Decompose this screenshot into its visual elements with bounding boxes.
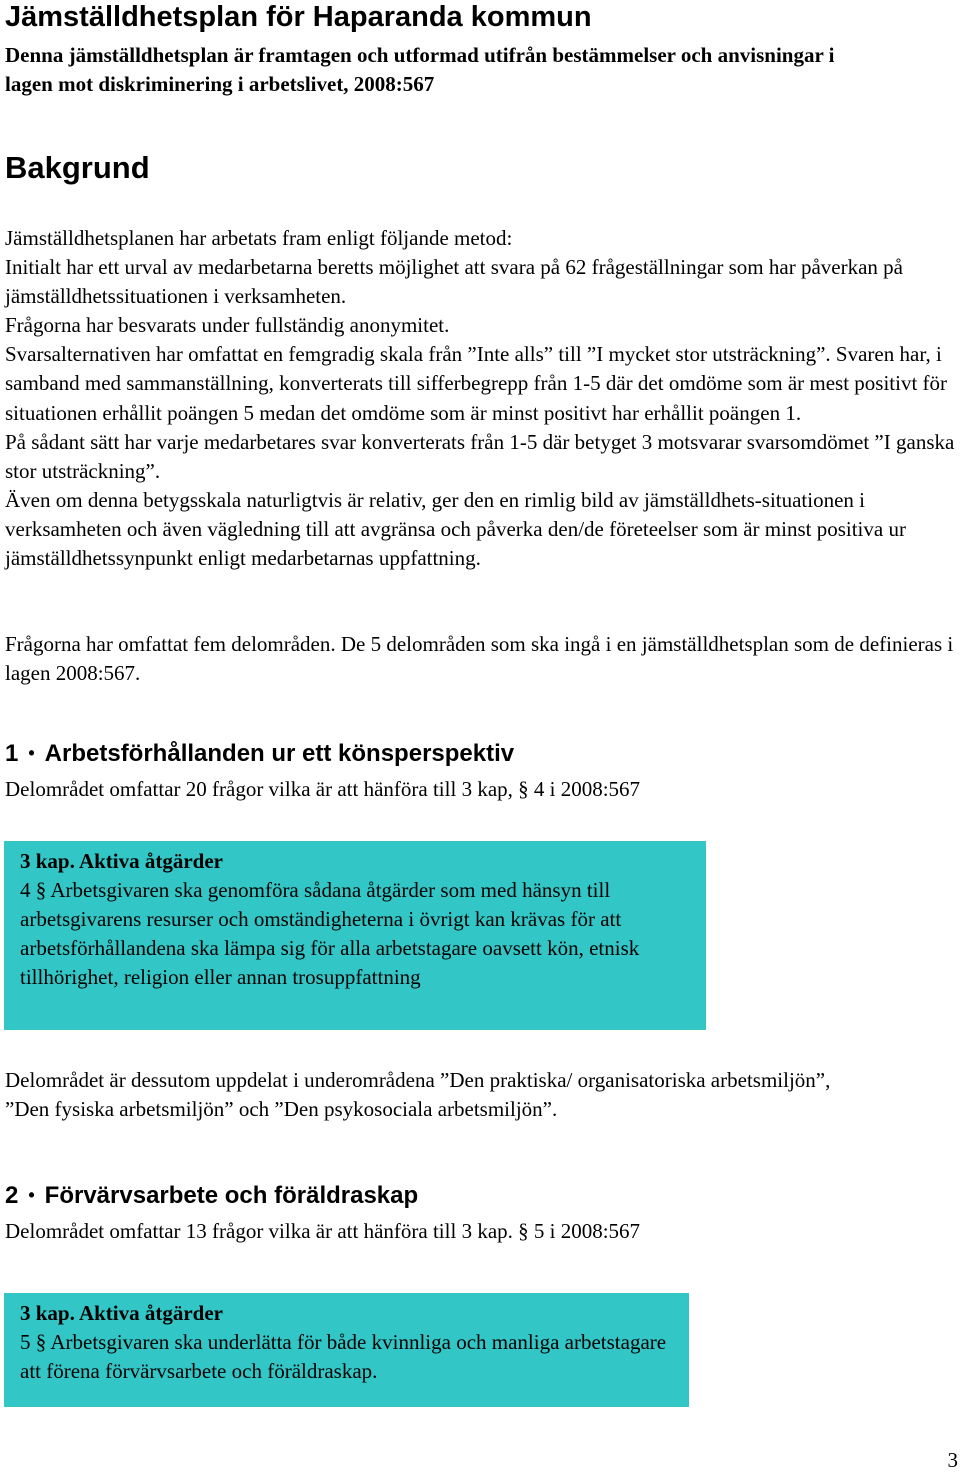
section-number: 2 [5,1182,19,1209]
section-title-bakgrund: Bakgrund [5,150,150,185]
law-quote-text: 5 § Arbetsgivaren ska underlätta för både kvinnliga och manliga arbetstagare att förena förvärvsarbete och föräldraskap. [20,1330,667,1384]
law-quote-heading: 3 kap. Aktiva åtgärder [20,849,224,873]
intro-line: Frågorna har besvarats under fullständig anonymitet. [5,313,450,338]
section-heading-2 [5,1180,960,1211]
intro-line: Initialt har ett urval av medarbetarna beretts möjlighet att svara på 62 frågeställningar som har påverkan på jämställdhetssituationen i verksamheten. [5,255,903,309]
document-title: Jämställdhetsplan för Haparanda kommun [5,1,592,33]
section-scope-2: Delområdet omfattar 13 frågor vilka är att hänföra till 3 kap. § 5 i 2008:567 [5,1219,641,1243]
section-scope-1: Delområdet omfattar 20 frågor vilka är att hänföra till 3 kap, § 4 i 2008:567 [5,777,641,801]
section-heading-text: Förvärvsarbete och föräldraskap [44,1182,419,1209]
document-subtitle: Denna jämställdhetsplan är framtagen och utformad utifrån bestämmelser och anvisningar i lagen mot diskriminering i arbetslivet, 2008:567 [5,43,835,96]
section-subareas-1: Delområdet är dessutom uppdelat i underområdena ”Den praktiska/ organisatoriska arbetsmiljön”, ”Den fysiska arbetsmiljön” och ”Den psykosociala arbetsmiljön”. [5,1068,831,1122]
intro-text [5,224,960,573]
bullet-icon: • [28,1185,35,1205]
law-quote-box-1 [4,841,706,1030]
bullet-icon: • [28,743,35,763]
law-quote-box-2 [4,1293,689,1407]
section-number: 1 [5,740,19,767]
intro-line: Svarsalternativen har omfattat en femgradig skala från ”Inte alls” till ”I mycket stor utsträckning”. Svaren har, i samband med sammanställning, konverterats till sifferbegrepp från 1-5 där det omdöme som är mest positivt för situationen erhållit poängen 5 medan det omdöme som är minst positivt har erhållit poängen 1. [5,342,948,425]
section-heading-1 [5,738,960,769]
intro-line: Jämställdhetsplanen har arbetats fram enligt följande metod: [5,226,513,250]
law-quote-text: 4 § Arbetsgivaren ska genomföra sådana åtgärder som med hänsyn till arbetsgivarens resurser och omständigheterna i övrigt kan krävas för att arbetsförhållandena ska lämpa sig för alla arbetstagare oavsett kön, etnisk tillhörighet, religion eller annan trosuppfattning [20,878,640,990]
page-number: 3 [947,1448,958,1472]
intro-line: Även om denna betygsskala naturligtvis är relativ, ger den en rimlig bild av jämställdhets-situationen i verksamheten och även vägledning till att avgränsa och påverka den/de företeelser som är minst positiva ur jämställdhetssynpunkt enligt medarbetarnas uppfattning. [5,487,906,571]
law-quote-heading: 3 kap. Aktiva åtgärder [20,1301,224,1325]
subareas-paragraph: Frågorna har omfattat fem delområden. De 5 delområden som ska ingå i en jämställdhetsplan som de definieras i lagen 2008:567. [5,632,954,686]
intro-line: På sådant sätt har varje medarbetares svar konverterats från 1-5 där betyget 3 motsvarar svarsomdömet ”I ganska stor utsträckning”. [5,429,955,483]
section-heading-text: Arbetsförhållanden ur ett könsperspektiv [44,740,515,767]
